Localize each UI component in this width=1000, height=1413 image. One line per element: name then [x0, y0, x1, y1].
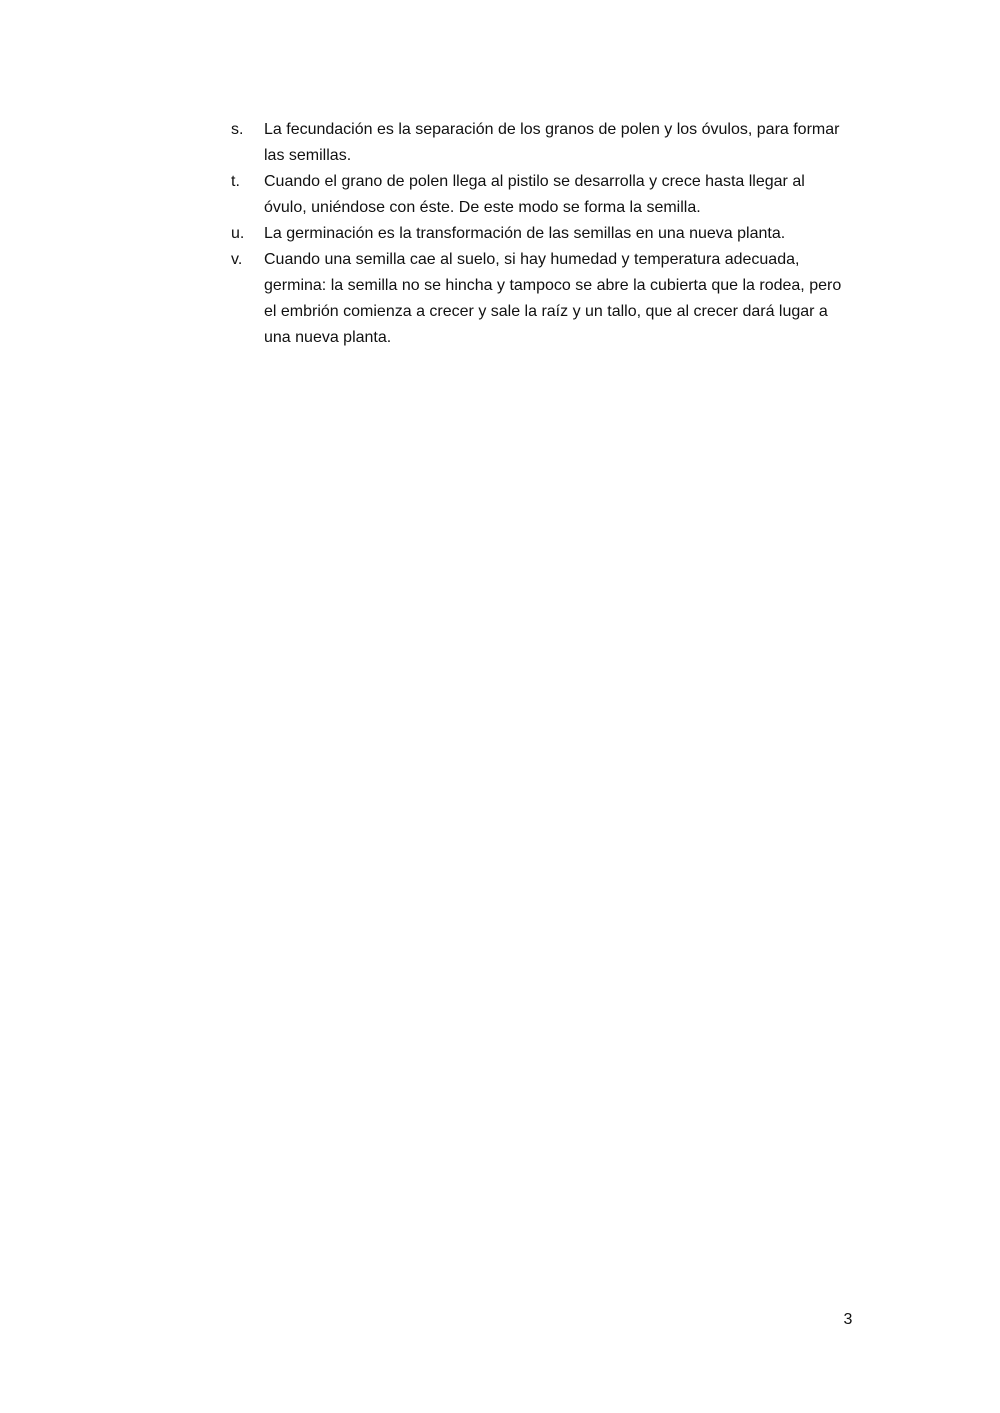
list-item-text: Cuando una semilla cae al suelo, si hay humedad y temperatura adecuada, germina: la semilla no se hincha y tampoco se abre la cubierta que la rodea, pero el embrión comienza a crecer y sale la raíz y un tallo, que al crecer dará lugar a una nueva planta.: [264, 251, 842, 346]
list-item-text: Cuando el grano de polen llega al pistilo se desarrolla y crece hasta llegar al óvulo, uniéndose con éste. De este modo se forma la semilla.: [264, 173, 805, 216]
list-item-text: La fecundación es la separación de los granos de polen y los óvulos, para formar las semillas.: [264, 121, 840, 164]
list-item-marker: u.: [231, 225, 245, 242]
list-item-marker: t.: [231, 173, 240, 190]
list-item-text: La germinación es la transformación de las semillas en una nueva planta.: [264, 225, 786, 242]
list-item-marker: s.: [231, 121, 244, 138]
list-item-marker: v.: [231, 251, 243, 268]
page-number: 3: [843, 1311, 853, 1328]
list-item: [231, 221, 843, 247]
statement-list: [231, 117, 843, 351]
list-item: [231, 117, 843, 169]
list-item: [231, 169, 843, 221]
list-item: [231, 247, 843, 351]
